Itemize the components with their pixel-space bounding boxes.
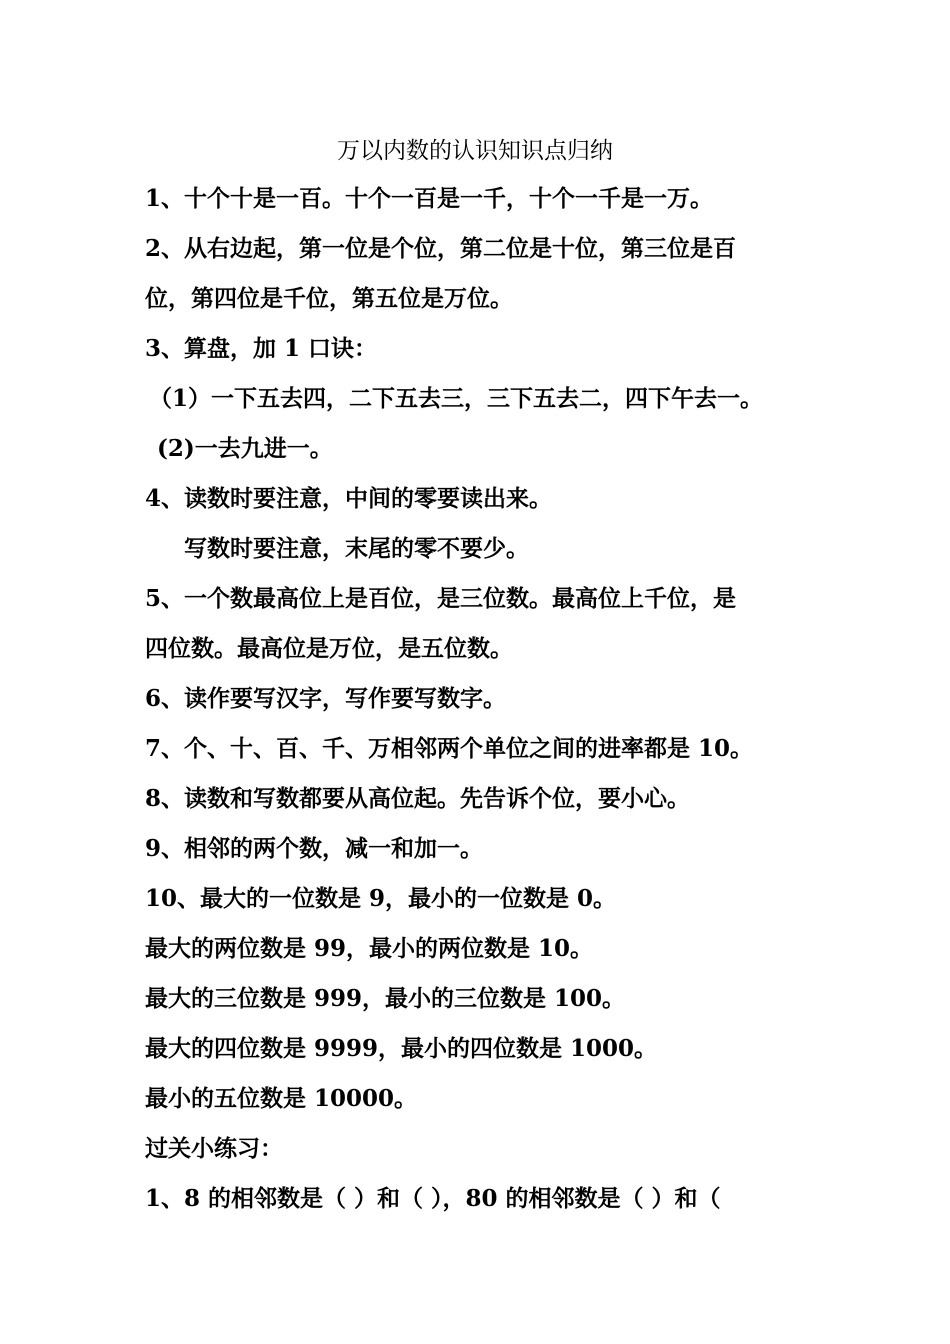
point-10-line-3: 最大的三位数是 999，最小的三位数是 100。	[145, 985, 626, 1012]
practice-heading: 过关小练习：	[145, 1135, 283, 1162]
point-2-line-1: 2、从右边起，第一位是个位，第二位是十位，第三位是百	[145, 235, 737, 262]
point-3-sub-1: （1）一下五去四，二下五去三，三下五去二，四下午去一。	[149, 385, 764, 412]
point-1: 1、十个十是一百。十个一百是一千，十个一千是一万。	[145, 185, 714, 212]
practice-question-1: 1、8 的相邻数是（ ）和（ ），80 的相邻数是（ ）和（	[145, 1185, 721, 1212]
point-2-line-2: 位，第四位是千位，第五位是万位。	[145, 285, 513, 312]
point-5-line-2: 四位数。最高位是万位，是五位数。	[145, 635, 513, 662]
point-3-sub-2: (2)一去九进一。	[157, 435, 333, 462]
point-10-line-4: 最大的四位数是 9999，最小的四位数是 1000。	[145, 1035, 658, 1062]
point-10-line-2: 最大的两位数是 99，最小的两位数是 10。	[145, 935, 594, 962]
point-9: 9、相邻的两个数，减一和加一。	[145, 835, 484, 862]
point-3: 3、算盘，加 1 口诀：	[145, 335, 378, 362]
point-8: 8、读数和写数都要从高位起。先告诉个位，要小心。	[145, 785, 691, 812]
point-4-line-1: 4、读数时要注意，中间的零要读出来。	[145, 485, 553, 512]
point-7: 7、个、十、百、千、万相邻两个单位之间的进率都是 10。	[145, 735, 754, 762]
point-5-line-1: 5、一个数最高位上是百位，是三位数。最高位上千位，是	[145, 585, 737, 612]
point-6: 6、读作要写汉字，写作要写数字。	[145, 685, 507, 712]
point-4-line-2: 写数时要注意，末尾的零不要少。	[184, 535, 529, 562]
point-10-line-5: 最小的五位数是 10000。	[145, 1085, 418, 1112]
point-10-line-1: 10、最大的一位数是 9，最小的一位数是 0。	[145, 885, 617, 912]
document-title: 万以内数的认识知识点归纳	[337, 138, 613, 164]
